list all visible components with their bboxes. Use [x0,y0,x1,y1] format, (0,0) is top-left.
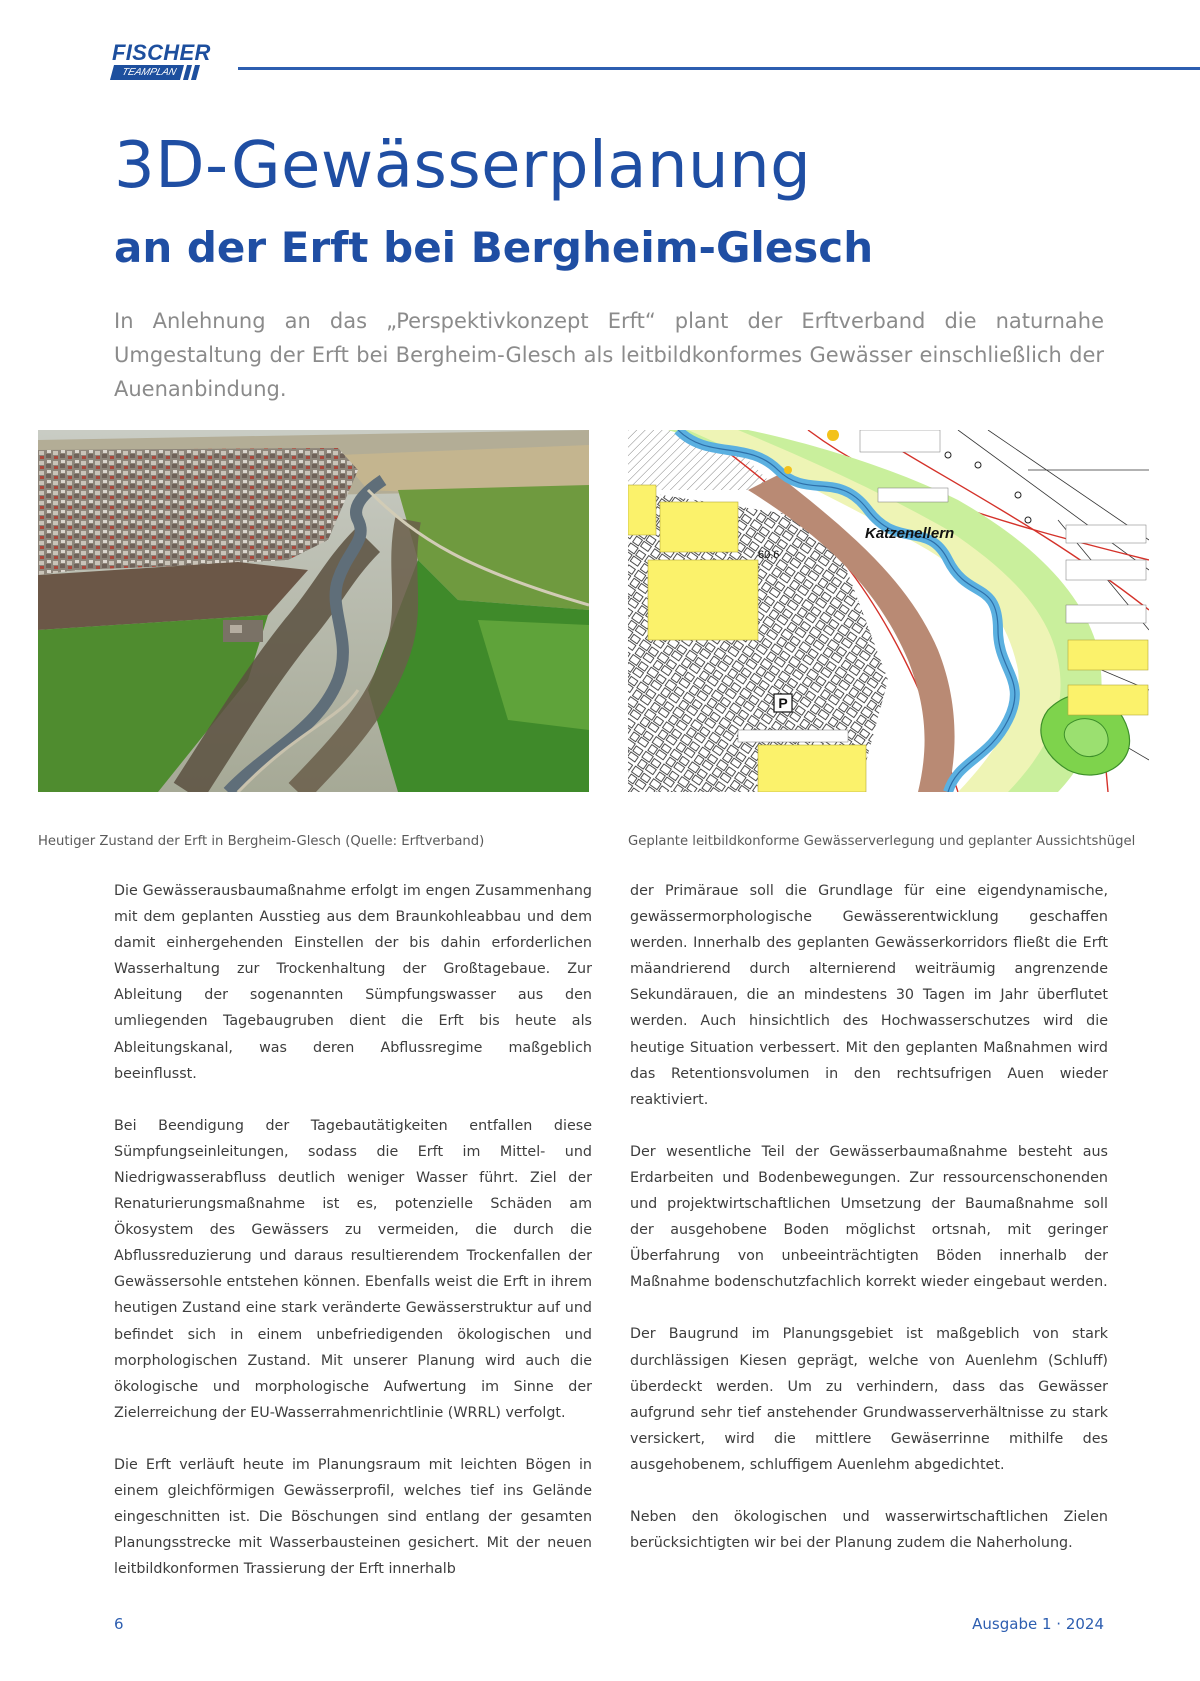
body-paragraph: Die Gewässerausbaumaßnahme erfolgt im engen Zusammenhang mit dem geplanten Ausstieg aus dem Braunkohleabbau und dem damit einhergehenden Einstellen der bis dahin erforderlichen Wasserhaltung zur Trockenhaltung der Großtagebaue. Zur Ableitung der sogenannten Sümpfungswasser aus den umliegenden Tagebaugruben dient die Erft bis heute als Ableitungskanal, was deren Abflussregime maßgeblich beeinflusst. [114,883,592,1082]
article-lead: In Anlehnung an das „Perspektivkonzept Erft“ plant der Erftverband die naturnahe Umgestaltung der Erft bei Bergheim-Glesch als leitbildkonformes Gewässer einschließlich der Auenanbindung. [114,309,1104,401]
photo-caption: Heutiger Zustand der Erft in Bergheim-Glesch (Quelle: Erftverband) [38,834,485,849]
issue-label: Ausgabe 1 · 2024 [972,1615,1104,1633]
fischer-teamplan-logo [112,42,224,82]
planning-map-illustration [628,430,1149,792]
aerial-photo-erft [38,430,589,792]
logo-slash [191,65,200,80]
body-paragraph: Der wesentliche Teil der Gewässerbaumaßnahme besteht aus Erdarbeiten und Bodenbewegungen. Zur ressourcenschonenden und projektwirtschaftlichen Umsetzung der Baumaßnahme soll der ausgehobene Boden möglichst ortsnah, mit geringer Überfahrung von unbeeinträchtigten Böden innerhalb der Maßnahme bodenschutzfachlich korrekt wieder eingebaut werden. [630,1143,1108,1291]
logo-subbar [112,65,224,80]
body-paragraph: Bei Beendigung der Tagebautätigkeiten entfallen diese Sümpfungseinleitungen, sodass die Erft im Mittel- und Niedrigwasserabfluss deutlich weniger Wasser führt. Ziel der Renaturierungsmaßnahme ist es, potenzielle Schäden am Ökosystem des Gewässers zu vermeiden, die durch die Abflussreduzierung und daraus resultierendem Trockenfallen der Gewässersohle entstehen können. Ebenfalls weist die Erft in ihrem heutigen Zustand eine stark veränderte Gewässerstruktur auf und befindet sich in einem unbefriedigenden ökologischen und morphologischen Zustand. Mit unserer Planung wird auch die ökologische und morphologische Aufwertung im Sinne der Zielerreichung der EU-Wasserrahmenrichtlinie (WRRL) verfolgt. [114,1117,592,1421]
body-column-left [114,878,592,1608]
body-paragraph: Die Erft verläuft heute im Planungsraum mit leichten Bögen in einem gleichförmigen Gewässerprofil, welches tief ins Gelände eingeschnitten ist. Die Böschungen sind entlang der gesamten Planungsstrecke mit Wasserbausteinen gesichert. Mit der neuen leitbildkonformen Trassierung der Erft innerhalb [114,1456,592,1578]
map-parking-label: P [778,695,788,711]
body-paragraph: der Primäraue soll die Grundlage für eine eigendynamische, gewässermorphologische Gewässerentwicklung geschaffen werden. Innerhalb des geplanten Gewässerkorridors fließt die Erft mäandrierend durch alternierend weiträumig angrenzende Sekundärauen, die an mindestens 30 Tagen im Jahr überflutet werden. Auch hinsichtlich des Hochwasserschutzes wird die heutige Situation verbessert. Mit den geplanten Maßnahmen wird das Retentionsvolumen in den rechtsufrigen Auen wieder reaktiviert. [630,883,1108,1108]
header-rule [238,67,1200,70]
article-title: 3D-Gewässerplanung [114,129,812,203]
body-column-right [630,878,1108,1582]
logo-wordmark: FISCHER [112,40,211,65]
map-caption: Geplante leitbildkonforme Gewässerverlegung und geplanter Aussichtshügel [628,834,1136,849]
article-subtitle: an der Erft bei Bergheim-Glesch [114,223,874,272]
body-paragraph: Der Baugrund im Planungsgebiet ist maßgeblich von stark durchlässigen Kiesen geprägt, welche von Auenlehm (Schluff) überdeckt werden. Um zu verhindern, dass das Gewässer aufgrund sehr tief anstehender Grundwasserverhältnisse zu stark versickert, wird die mittlere Gewäserrinne mithilfe des ausgehobenem, schluffigem Auenlehm abgedichtet. [630,1326,1108,1473]
logo-subtitle: TEAMPLAN [110,65,184,80]
page-number: 6 [114,1615,124,1633]
planning-map [628,430,1149,792]
map-elevation-label: 60,6 [758,549,780,561]
aerial-photo-illustration [38,430,589,792]
body-paragraph: Neben den ökologischen und wasserwirtschaftlichen Zielen berücksichtigten wir bei der Planung zudem die Naherholung. [630,1508,1108,1552]
map-place-label: Katzenellern [865,525,955,542]
